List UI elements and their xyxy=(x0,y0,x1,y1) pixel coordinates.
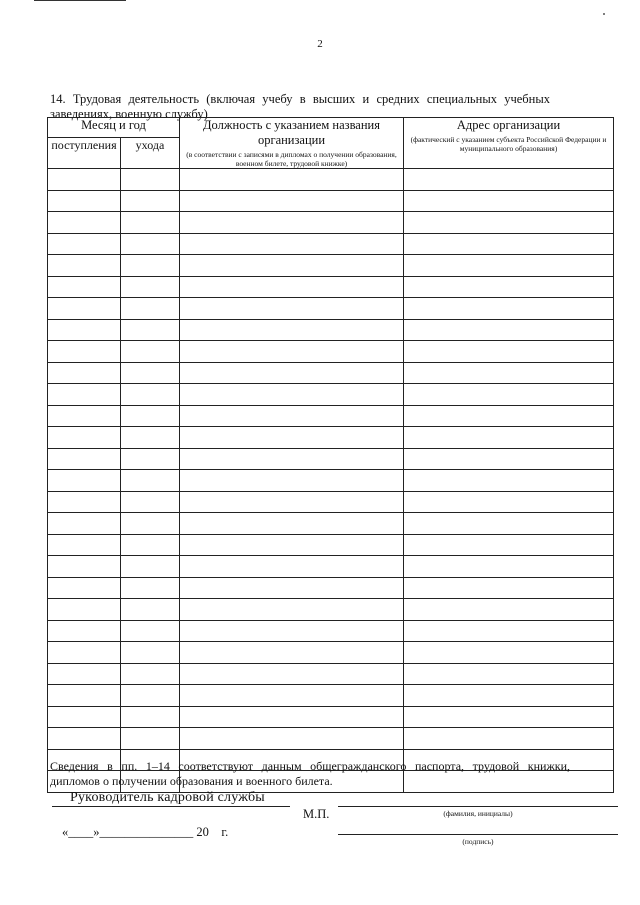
address-cell[interactable] xyxy=(404,276,614,298)
work-history-table xyxy=(47,117,614,793)
table-row xyxy=(48,513,614,535)
position-cell[interactable] xyxy=(180,642,404,664)
admission-cell[interactable] xyxy=(48,341,121,363)
admission-cell[interactable] xyxy=(48,319,121,341)
position-cell[interactable] xyxy=(180,513,404,535)
table-row xyxy=(48,319,614,341)
table-row xyxy=(48,663,614,685)
table-row xyxy=(48,491,614,513)
leaving-cell[interactable] xyxy=(121,319,180,341)
position-cell[interactable] xyxy=(180,470,404,492)
position-cell[interactable] xyxy=(180,298,404,320)
address-cell[interactable] xyxy=(404,298,614,320)
leaving-cell[interactable] xyxy=(121,513,180,535)
leaving-cell[interactable] xyxy=(121,491,180,513)
confirmation-statement xyxy=(50,759,570,789)
table-row xyxy=(48,276,614,298)
leaving-cell[interactable] xyxy=(121,169,180,191)
table-row xyxy=(48,190,614,212)
header-month-year: Месяц и год xyxy=(48,118,180,138)
leaving-cell[interactable] xyxy=(121,384,180,406)
admission-cell[interactable] xyxy=(48,190,121,212)
admission-cell[interactable] xyxy=(48,534,121,556)
section-heading-line1: 14. Трудовая деятельность (включая учебу в высших и средних специальных учебных xyxy=(50,92,550,106)
leaving-cell[interactable] xyxy=(121,663,180,685)
position-cell[interactable] xyxy=(180,663,404,685)
position-cell[interactable] xyxy=(180,599,404,621)
position-cell[interactable] xyxy=(180,448,404,470)
admission-cell[interactable] xyxy=(48,212,121,234)
table-body xyxy=(48,169,614,793)
admission-cell[interactable] xyxy=(48,642,121,664)
address-cell[interactable] xyxy=(404,491,614,513)
leaving-cell[interactable] xyxy=(121,362,180,384)
header-position: Должность с указанием названия организации (в соответствии с записями в дипломах о получении образования, военном билете, трудовой книжке) xyxy=(180,118,404,169)
address-cell[interactable] xyxy=(404,233,614,255)
date-field[interactable]: «____»_______________ 20 г. xyxy=(62,825,229,839)
position-cell[interactable] xyxy=(180,427,404,449)
address-cell[interactable] xyxy=(404,663,614,685)
scan-edge-line xyxy=(34,0,126,1)
address-cell[interactable] xyxy=(404,212,614,234)
name-caption: (фамилия, инициалы) xyxy=(443,809,513,818)
table-row xyxy=(48,405,614,427)
table-row xyxy=(48,212,614,234)
position-cell[interactable] xyxy=(180,706,404,728)
hr-head-underline xyxy=(52,806,290,807)
table-row xyxy=(48,620,614,642)
position-cell[interactable] xyxy=(180,534,404,556)
address-cell[interactable] xyxy=(404,169,614,191)
scan-speck xyxy=(603,13,605,15)
leaving-cell[interactable] xyxy=(121,405,180,427)
table-row xyxy=(48,427,614,449)
signature-field[interactable] xyxy=(338,834,618,835)
position-cell[interactable] xyxy=(180,190,404,212)
section-heading-line2: заведениях, военную службу) xyxy=(50,107,208,121)
position-cell[interactable] xyxy=(180,577,404,599)
admission-cell[interactable] xyxy=(48,298,121,320)
leaving-cell[interactable] xyxy=(121,599,180,621)
admission-cell[interactable] xyxy=(48,728,121,750)
table-row xyxy=(48,255,614,277)
leaving-cell[interactable] xyxy=(121,190,180,212)
admission-cell[interactable] xyxy=(48,577,121,599)
address-cell[interactable] xyxy=(404,319,614,341)
table-row xyxy=(48,642,614,664)
stamp-place: М.П. xyxy=(303,807,330,821)
table-row xyxy=(48,169,614,191)
position-cell[interactable] xyxy=(180,169,404,191)
admission-cell[interactable] xyxy=(48,556,121,578)
page-number: 2 xyxy=(317,38,323,50)
table-row xyxy=(48,470,614,492)
address-cell[interactable] xyxy=(404,642,614,664)
address-cell[interactable] xyxy=(404,728,614,750)
admission-cell[interactable] xyxy=(48,384,121,406)
header-leaving: ухода xyxy=(121,137,180,168)
leaving-cell[interactable] xyxy=(121,448,180,470)
leaving-cell[interactable] xyxy=(121,642,180,664)
confirmation-line1: Сведения в пп. 1–14 соответствуют данным общегражданского паспорта, трудовой книжки, xyxy=(50,759,570,773)
table-row xyxy=(48,577,614,599)
table-row xyxy=(48,706,614,728)
position-cell[interactable] xyxy=(180,276,404,298)
table-row xyxy=(48,534,614,556)
position-cell[interactable] xyxy=(180,685,404,707)
position-cell[interactable] xyxy=(180,556,404,578)
admission-cell[interactable] xyxy=(48,362,121,384)
admission-cell[interactable] xyxy=(48,276,121,298)
leaving-cell[interactable] xyxy=(121,427,180,449)
address-cell[interactable] xyxy=(404,577,614,599)
table-row xyxy=(48,448,614,470)
leaving-cell[interactable] xyxy=(121,255,180,277)
table-row xyxy=(48,298,614,320)
table-row xyxy=(48,556,614,578)
address-cell[interactable] xyxy=(404,706,614,728)
address-cell[interactable] xyxy=(404,534,614,556)
admission-cell[interactable] xyxy=(48,513,121,535)
address-cell[interactable] xyxy=(404,427,614,449)
position-cell[interactable] xyxy=(180,620,404,642)
leaving-cell[interactable] xyxy=(121,212,180,234)
header-address: Адрес организации (фактический с указанием субъекта Российской Федерации и муниципального образования) xyxy=(404,118,614,169)
leaving-cell[interactable] xyxy=(121,233,180,255)
admission-cell[interactable] xyxy=(48,427,121,449)
position-cell[interactable] xyxy=(180,341,404,363)
address-cell[interactable] xyxy=(404,599,614,621)
leaving-cell[interactable] xyxy=(121,470,180,492)
admission-cell[interactable] xyxy=(48,169,121,191)
signature-caption: (подпись) xyxy=(462,837,494,846)
address-cell[interactable] xyxy=(404,341,614,363)
admission-cell[interactable] xyxy=(48,599,121,621)
leaving-cell[interactable] xyxy=(121,556,180,578)
position-cell[interactable] xyxy=(180,212,404,234)
admission-cell[interactable] xyxy=(48,470,121,492)
address-cell[interactable] xyxy=(404,362,614,384)
position-cell[interactable] xyxy=(180,384,404,406)
position-cell[interactable] xyxy=(180,255,404,277)
leaving-cell[interactable] xyxy=(121,620,180,642)
leaving-cell[interactable] xyxy=(121,706,180,728)
admission-cell[interactable] xyxy=(48,491,121,513)
admission-cell[interactable] xyxy=(48,448,121,470)
admission-cell[interactable] xyxy=(48,255,121,277)
table-row xyxy=(48,362,614,384)
address-cell[interactable] xyxy=(404,513,614,535)
table-row xyxy=(48,341,614,363)
leaving-cell[interactable] xyxy=(121,298,180,320)
position-cell[interactable] xyxy=(180,405,404,427)
leaving-cell[interactable] xyxy=(121,577,180,599)
header-admission: поступления xyxy=(48,137,121,168)
position-cell[interactable] xyxy=(180,491,404,513)
address-cell[interactable] xyxy=(404,556,614,578)
address-cell[interactable] xyxy=(404,384,614,406)
table-row xyxy=(48,599,614,621)
admission-cell[interactable] xyxy=(48,685,121,707)
leaving-cell[interactable] xyxy=(121,341,180,363)
position-cell[interactable] xyxy=(180,362,404,384)
table-row xyxy=(48,728,614,750)
leaving-cell[interactable] xyxy=(121,276,180,298)
confirmation-line2: дипломов о получении образования и военного билета. xyxy=(50,774,333,788)
table-header-row xyxy=(48,118,614,138)
position-cell[interactable] xyxy=(180,319,404,341)
admission-cell[interactable] xyxy=(48,663,121,685)
address-cell[interactable] xyxy=(404,405,614,427)
table-row xyxy=(48,384,614,406)
address-cell[interactable] xyxy=(404,470,614,492)
admission-cell[interactable] xyxy=(48,706,121,728)
address-cell[interactable] xyxy=(404,190,614,212)
table-row xyxy=(48,685,614,707)
admission-cell[interactable] xyxy=(48,620,121,642)
admission-cell[interactable] xyxy=(48,233,121,255)
position-cell[interactable] xyxy=(180,233,404,255)
address-cell[interactable] xyxy=(404,685,614,707)
address-cell[interactable] xyxy=(404,620,614,642)
position-cell[interactable] xyxy=(180,728,404,750)
leaving-cell[interactable] xyxy=(121,534,180,556)
address-cell[interactable] xyxy=(404,255,614,277)
address-cell[interactable] xyxy=(404,448,614,470)
table-row xyxy=(48,233,614,255)
leaving-cell[interactable] xyxy=(121,728,180,750)
hr-head-title: Руководитель кадровой службы xyxy=(70,790,265,805)
admission-cell[interactable] xyxy=(48,405,121,427)
name-field[interactable] xyxy=(338,806,618,807)
leaving-cell[interactable] xyxy=(121,685,180,707)
